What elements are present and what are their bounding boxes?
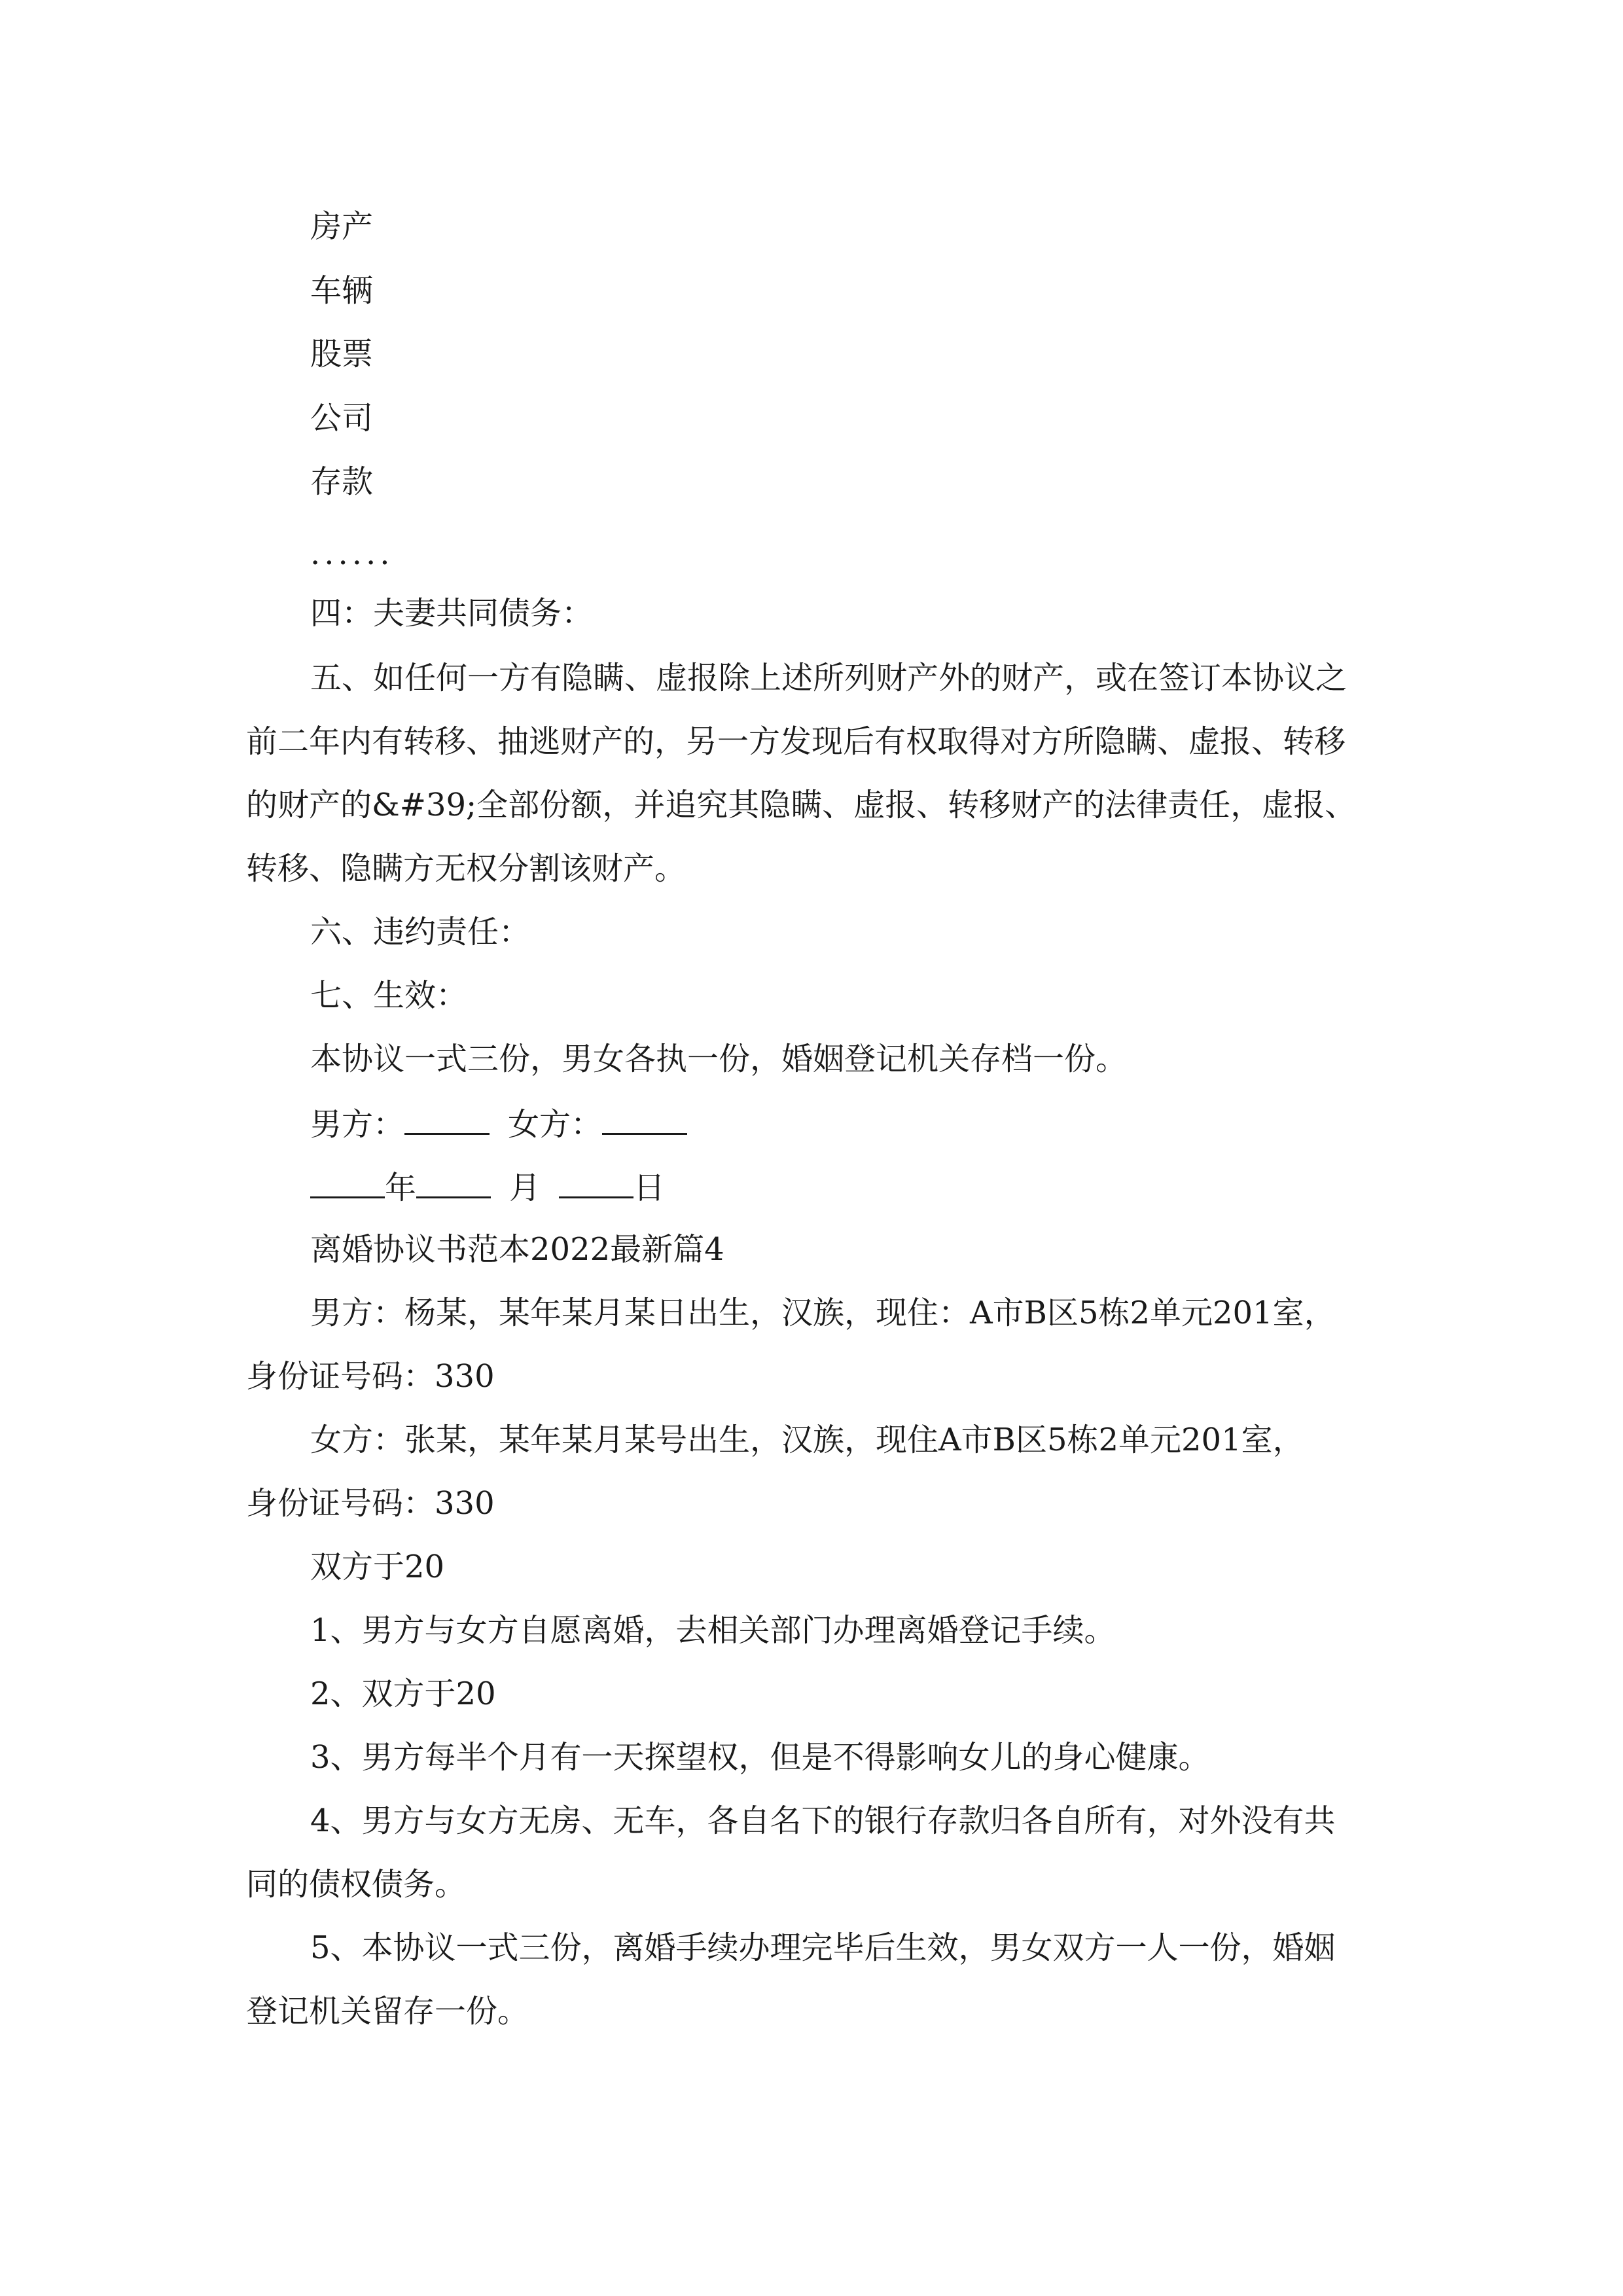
female-party-line2: 身份证号码：330: [246, 1485, 495, 1522]
male-signature-label: 男方：: [310, 1106, 405, 1143]
item-3: 3、男方每半个月有一天探望权，但是不得影响女儿的身心健康。: [310, 1739, 1210, 1776]
female-signature-blank: [602, 1103, 687, 1135]
month-label: 月: [509, 1170, 541, 1206]
breach-heading: 六、违约责任：: [310, 914, 531, 950]
clause5-line2: 前二年内有转移、抽逃财产的，另一方发现后有权取得对方所隐瞒、虚报、转移: [246, 723, 1346, 760]
month-blank: [416, 1166, 491, 1198]
male-signature-blank: [404, 1103, 490, 1135]
signature-row: [310, 1103, 687, 1144]
male-party-line1: 男方：杨某，某年某月某日出生，汉族，现住：A市B区5栋2单元201室，: [310, 1295, 1336, 1331]
asset-company: 公司: [310, 400, 374, 437]
clause5-line1: 五、如任何一方有隐瞒、虚报除上述所列财产外的财产，或在签订本协议之: [310, 660, 1347, 696]
day-label: 日: [633, 1170, 666, 1206]
item-2: 2、双方于20: [310, 1676, 496, 1712]
asset-house: 房产: [310, 208, 374, 245]
year-label: 年: [385, 1170, 417, 1206]
asset-deposit: 存款: [310, 463, 374, 500]
effect-heading: 七、生效：: [310, 977, 468, 1014]
item-5-line1: 5、本协议一式三份，离婚手续办理完毕后生效，男女双方一人一份，婚姻: [310, 1929, 1336, 1966]
item-4-line1: 4、男方与女方无房、无车，各自名下的银行存款归各自所有，对外没有共: [310, 1803, 1336, 1839]
male-party-line2: 身份证号码：330: [246, 1358, 495, 1395]
both-parties-text: 双方于20: [310, 1549, 445, 1585]
debts-heading: 四：夫妻共同债务：: [310, 595, 594, 632]
item-4-line2: 同的债权债务。: [246, 1866, 467, 1903]
item-1: 1、男方与女方自愿离婚，去相关部门办理离婚登记手续。: [310, 1612, 1116, 1649]
day-blank: [559, 1166, 633, 1198]
asset-ellipsis: ......: [310, 535, 394, 572]
asset-car: 车辆: [310, 272, 374, 309]
clause5-line4: 转移、隐瞒方无权分割该财产。: [246, 850, 687, 887]
female-signature-label: 女方：: [508, 1106, 603, 1143]
year-blank: [310, 1166, 385, 1198]
female-party-line1: 女方：张某，某年某月某号出生，汉族，现住A市B区5栋2单元201室，: [310, 1422, 1304, 1458]
clause5-line3: 的财产的&#39;全部份额，并追究其隐瞒、虚报、转移财产的法律责任，虚报、: [246, 787, 1357, 823]
section-title: 离婚协议书范本2022最新篇4: [310, 1231, 724, 1268]
item-5-line2: 登记机关留存一份。: [246, 1993, 529, 2030]
copies-text: 本协议一式三份，男女各执一份，婚姻登记机关存档一份。: [310, 1041, 1128, 1077]
date-row: [310, 1166, 665, 1208]
asset-stock: 股票: [310, 336, 374, 372]
